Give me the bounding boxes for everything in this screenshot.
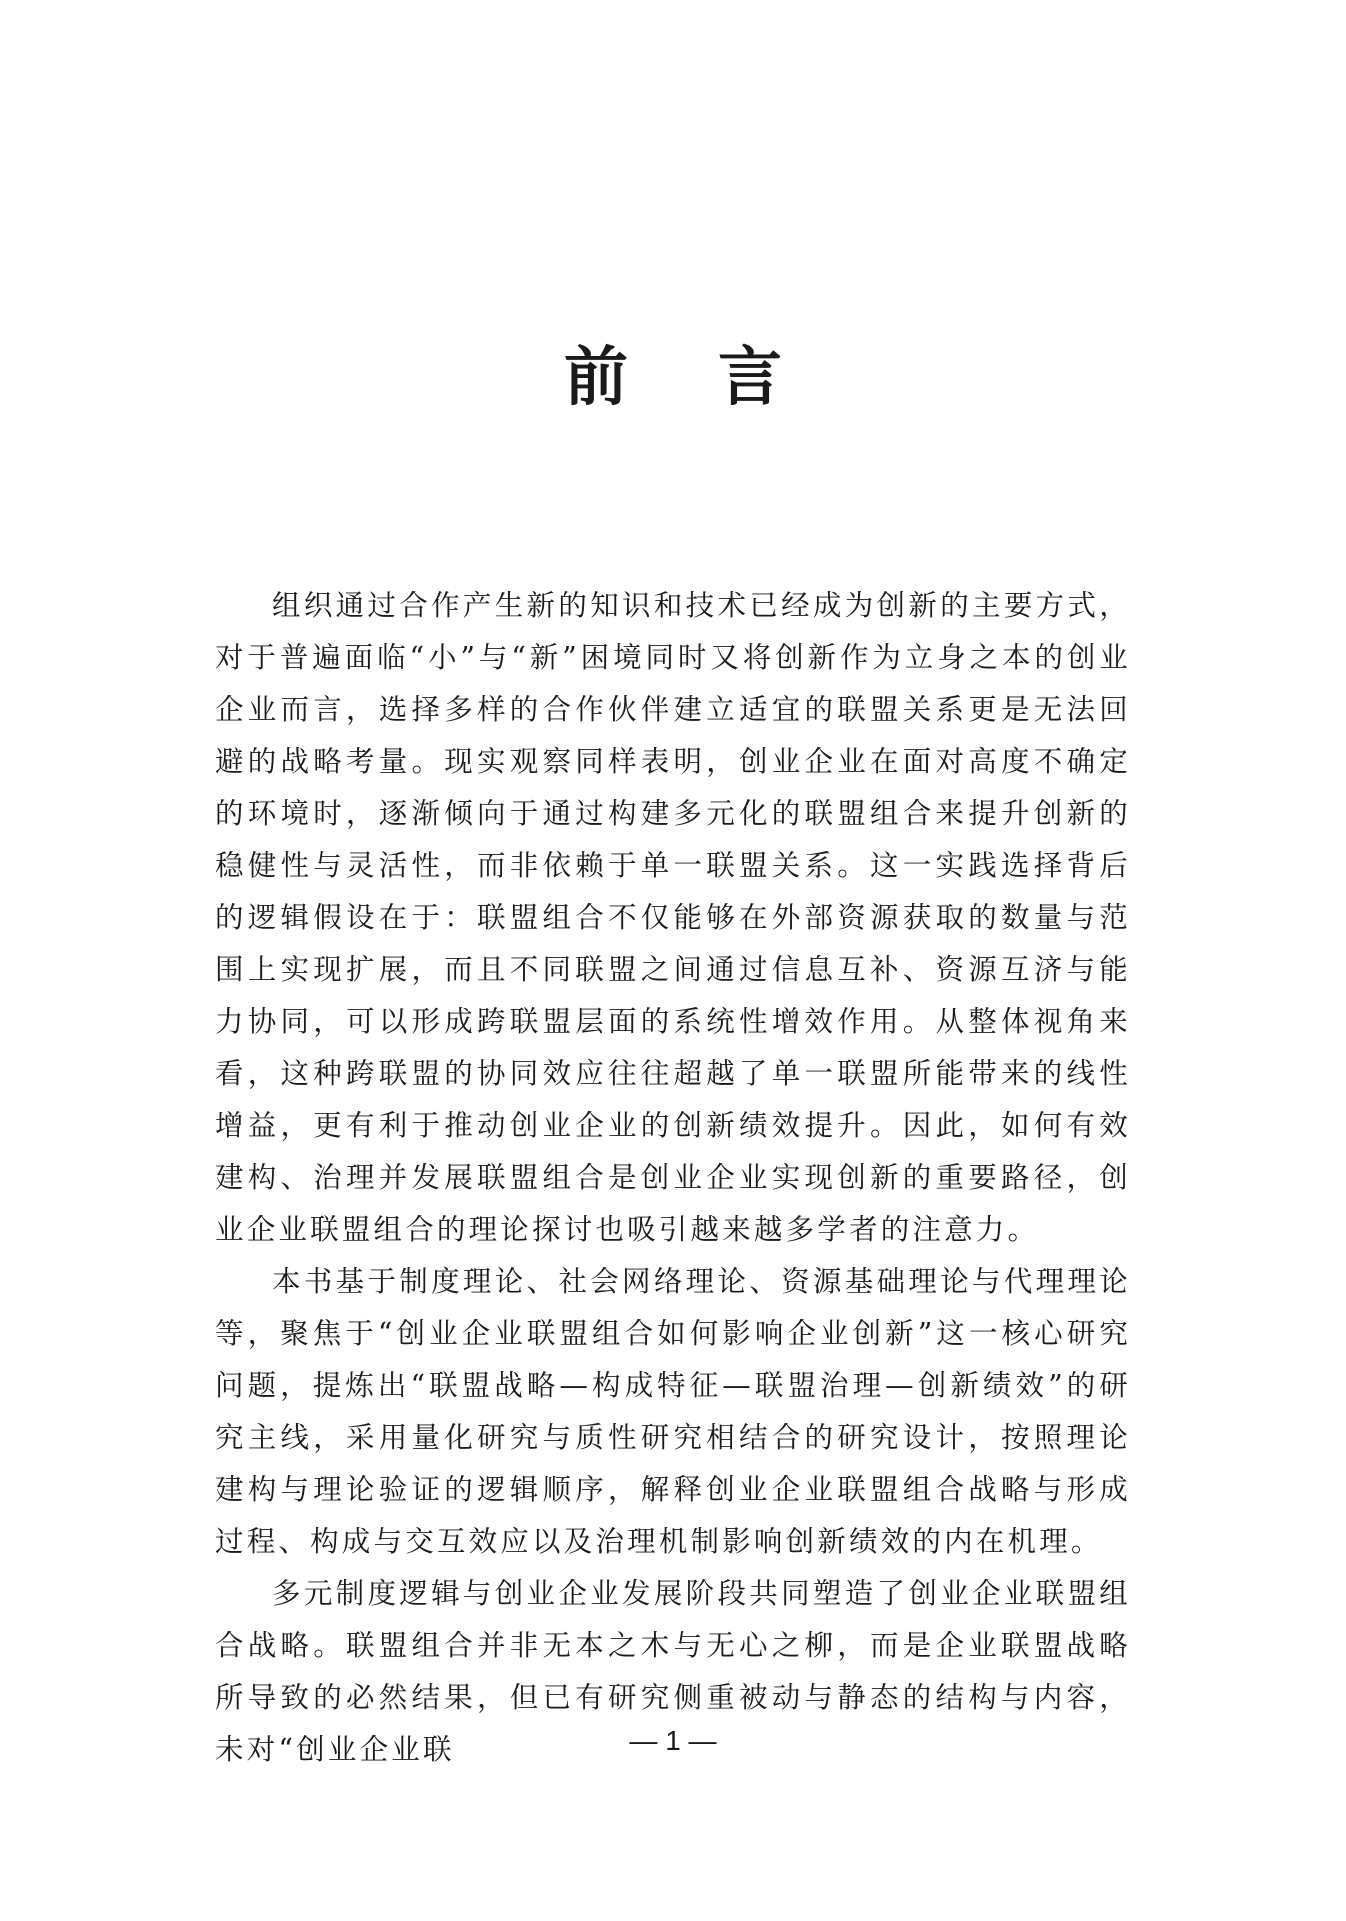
paragraph: 本书基于制度理论、社会网络理论、资源基础理论与代理理论等，聚焦于“创业企业联盟组合如何影响企业创新”这一核心研究问题，提炼出“联盟战略—构成特征—联盟治理—创新绩效”的研究主线，采用量化研究与质性研究相结合的研究设计，按照理论建构与理论验证的逻辑顺序，解释创业企业联盟组合战略与形成过程、构成与交互效应以及治理机制影响创新绩效的内在机理。 [215,1265,1131,1558]
paragraph: 组织通过合作产生新的知识和技术已经成为创新的主要方式，对于普遍面临“小”与“新”困境同时又将创新作为立身之本的创业企业而言，选择多样的合作伙伴建立适宜的联盟关系更是无法回避的战略考量。现实观察同样表明，创业企业在面对高度不确定的环境时，逐渐倾向于通过构建多元化的联盟组合来提升创新的稳健性与灵活性，而非依赖于单一联盟关系。这一实践选择背后的逻辑假设在于：联盟组合不仅能够在外部资源获取的数量与范围上实现扩展，而且不同联盟之间通过信息互补、资源互济与能力协同，可以形成跨联盟层面的系统性增效作用。从整体视角来看，这种跨联盟的协同效应往往超越了单一联盟所能带来的线性增益，更有利于推动创业企业的创新绩效提升。因此，如何有效建构、治理并发展联盟组合是创业企业实现创新的重要路径，创业企业联盟组合的理论探讨也吸引越来越多学者的注意力。 [215,589,1131,1246]
page-number: — 1 — [629,1725,717,1756]
page-title: 前言 [564,340,872,415]
body-text [215,580,1131,1776]
paragraph: 多元制度逻辑与创业企业发展阶段共同塑造了创业企业联盟组合战略。联盟组合并非无本之木与无心之柳，而是企业联盟战略所导致的必然结果，但已有研究侧重被动与静态的结构与内容，未对“创业企业联 [215,1577,1131,1766]
